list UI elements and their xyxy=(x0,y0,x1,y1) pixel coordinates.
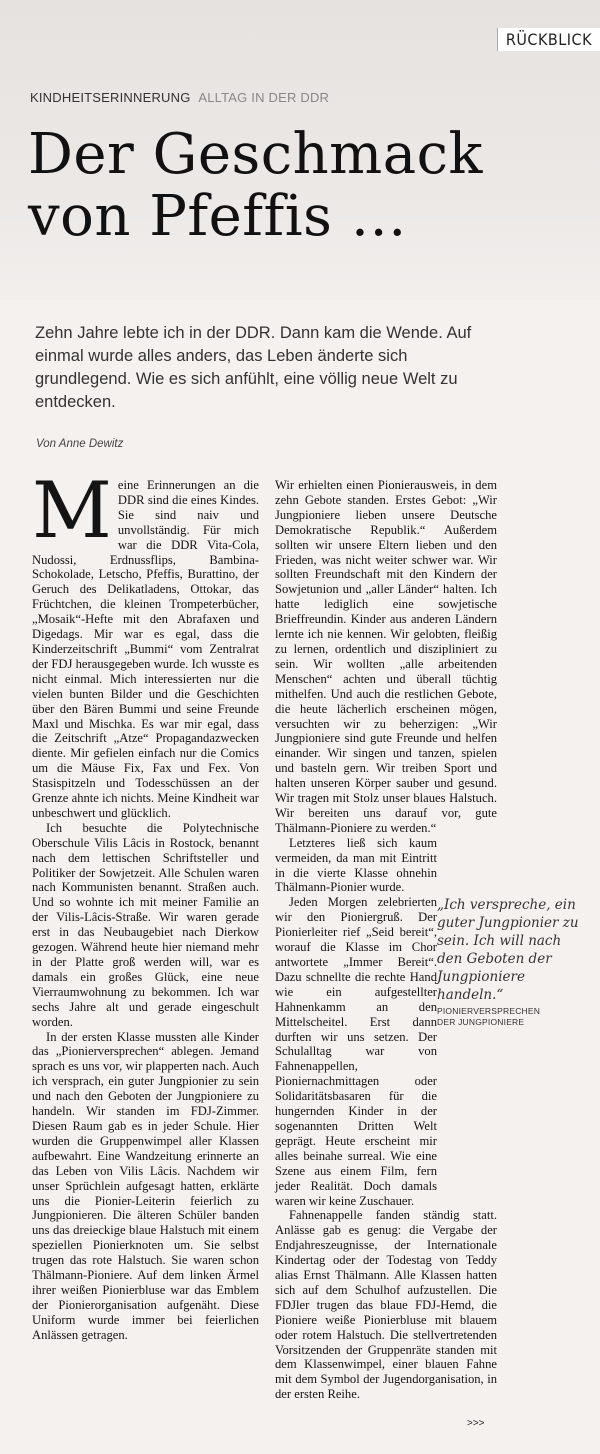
drop-cap: M xyxy=(32,466,112,556)
pull-quote-source: PIONIERVERSPRECHEN DER JUNGPIONIERE xyxy=(437,1006,541,1027)
paragraph: Ich besuchte die Polytechnische Oberschule Vilis Lâcis in Rostock, benannt nach dem lettischen Schriftsteller und Politiker der Sowjetzeit. Alle Schulen waren nach Kommunisten benannt. Straßen auch. Und so wohnte ich mit meiner Familie an der Vilis-Lâcis-Straße. Wir waren gerade erst in das Neubaugebiet nach Dierkow gezogen. Während heute hier niemand mehr in der Platte groß werden will, war es damals ein großes Glück, eine neue Vierraumwohnung zu bekommen. Ich war sechs Jahre alt und gerade eingeschult worden. xyxy=(32,820,259,1029)
paragraph: Meine Erinnerungen an die DDR sind die eines Kindes. Sie sind naiv und unvollständig. Für mich war die DDR Vita-Cola, Nudossi, Erdnussflips, Bambina-Schokolade, Letscho, Pfeffis, Burattino, der Geruch des Delikatladens, Ottokar, das Früchtchen, die kleinen Trompeterbücher, „Mosaik“-Hefte mit den Abrafaxen und Digedags. Mir war es egal, dass die Kinderzeitschrift „Bummi“ vom Zentralrat der FDJ herausgegeben wurde. Ich wusste es nicht einmal. Mich interessierten nur die vielen bunten Bilder und die Geschichten über den Bären Bummi und seine Freunde Maxl und Mischka. Es war mir egal, dass die Zeitschrift „Atze“ Propagandazwecken diente. Mir gefielen einfach nur die Comics um die Mäuse Fix, Fax und Fex. Von Stasispitzeln und Todesschüssen an der Grenze ahnte ich nichts. Meine Kindheit war unbeschwert und glücklich. xyxy=(32,466,259,820)
article-column-1 xyxy=(32,466,259,1343)
paragraph: Wir erhielten einen Pionierausweis, in dem zehn Gebote standen. Erstes Gebot: „Wir Jungpioniere lieben unsere Deutsche Demokratische Republik.“ Außerdem sollten wir unsere Eltern lieben und den Frieden, was nicht weiter schwer war. Wir sollten Freundschaft mit den Kindern der Sowjetunion und „aller Länder“ halten. Ich hatte lediglich eine sowjetische Brieffreundin. Kinder aus anderen Ländern lernte ich nie kennen. Wir gelobten, fleißig zu lernen, ordentlich und diszipliniert zu sein. Wir wollten „alle arbeitenden Menschen“ achten und überall tüchtig mithelfen. Und auch die restlichen Gebote, die heute lächerlich erscheinen mögen, versuchten wir zu beherzigen: „Wir Jungpioniere sind gute Freunde und helfen einander. Wir singen und tanzen, spielen und basteln gern. Wir treiben Sport und halten unseren Körper sauber und gesund. Wir tragen mit Stolz unser blaues Halstuch. Wir bereiten uns darauf vor, gute Thälmann-Pioniere zu werden.“ xyxy=(275,478,497,835)
paragraph: Fahnenappelle fanden ständig statt. Anlässe gab es genug: die Vergabe der Endjahreszeugnisse, der Internationale Kindertag oder der Todestag von Teddy alias Ernst Thälmann. Alle Klassen hatten sich auf dem Schulhof aufzustellen. Die FDJler trugen das blaue FDJ-Hemd, die Pioniere weiße Pionierbluse mit blauem oder rotem Halstuch. Die stellvertretenden Vorsitzenden der Gruppenräte standen mit dem Klassenwimpel, einer blauen Fahne mit dem Symbol der Jugendorganisation, in der ersten Reihe. xyxy=(275,1208,497,1402)
continued-marker: >>> xyxy=(467,1418,485,1429)
pull-quote xyxy=(437,896,585,1028)
headline-line-2: von Pfeffis … xyxy=(28,184,408,249)
paragraph: In der ersten Klasse mussten alle Kinder das „Pionierversprechen“ ablegen. Jemand sprach es uns vor, wir plapperten nach. Auch ich versprach, ein guter Jungpionier zu sein und nach den Geboten der Jungpioniere zu handeln. Wir standen im FDJ-Zimmer. Diesen Raum gab es in jeder Schule. Hier wurden die Gruppenwimpel aller Klassen aufbewahrt. Eine Wandzeitung erinnerte an das Leben von Vilis Lâcis. Nachdem wir unser Sprüchlein aufgesagt hatten, erklärte uns die Pionier-Leiterin feierlich zu Jungpionieren. Die älteren Schüler banden uns das dreieckige blaue Halstuch mit einem speziellen Pionierknoten um. Sie selbst trugen das rote Halstuch. Sie waren schon Thälmann-Pioniere. Auf dem linken Ärmel ihrer weißen Pionierbluse war das Emblem der Pionierorganisation aufgenäht. Diese Uniform wurde immer bei feierlichen Anlässen getragen. xyxy=(32,1029,259,1342)
byline: Von Anne Dewitz xyxy=(36,438,124,450)
lead-paragraph: Zehn Jahre lebte ich in der DDR. Dann kam die Wende. Auf einmal wurde alles anders, das Leben änderte sich grundlegend. Wie es sich anfühlt, eine völlig neue Welt zu entdecken. xyxy=(35,324,472,411)
kicker-secondary: ALLTAG IN DER DDR xyxy=(198,90,330,105)
kicker xyxy=(30,90,329,105)
paragraph: Jeden Morgen zelebrierten wir den Pioniergruß. Der Pionierleiter rief „Seid bereit“, worauf die Klasse im Chor antwortete „Immer Bereit“. Dazu schnellte die rechte Hand wie ein aufgestellter Hahnenkamm an den Mittelscheitel. Erst dann durften wir uns setzen. Der Schulalltag war von Fahnenappellen, Pioniernachmittagen oder Solidaritätsbasaren für die hungernden Kinder in der sogenannten Dritten Welt geprägt. Heute erscheint mir alles beinahe surreal. Wie eine Szene aus einem Film, fern jeder Realität. Doch damals waren wir keine Zuschauer. xyxy=(275,895,437,1208)
section-label: RÜCKBLICK xyxy=(497,28,600,51)
kicker-primary: KINDHEITSERINNERUNG xyxy=(30,90,191,105)
paragraph: Letzteres ließ sich kaum vermeiden, da man mit Eintritt in die vierte Klasse ohnehin Thälmann-Pionier wurde. xyxy=(275,835,437,895)
headline-line-1: Der Geschmack xyxy=(28,122,483,187)
pull-quote-text: „Ich verspreche, ein guter Jungpionier zu sein. Ich will nach den Geboten der Jungpioniere handeln.“ xyxy=(437,897,579,1003)
headline xyxy=(28,124,588,248)
